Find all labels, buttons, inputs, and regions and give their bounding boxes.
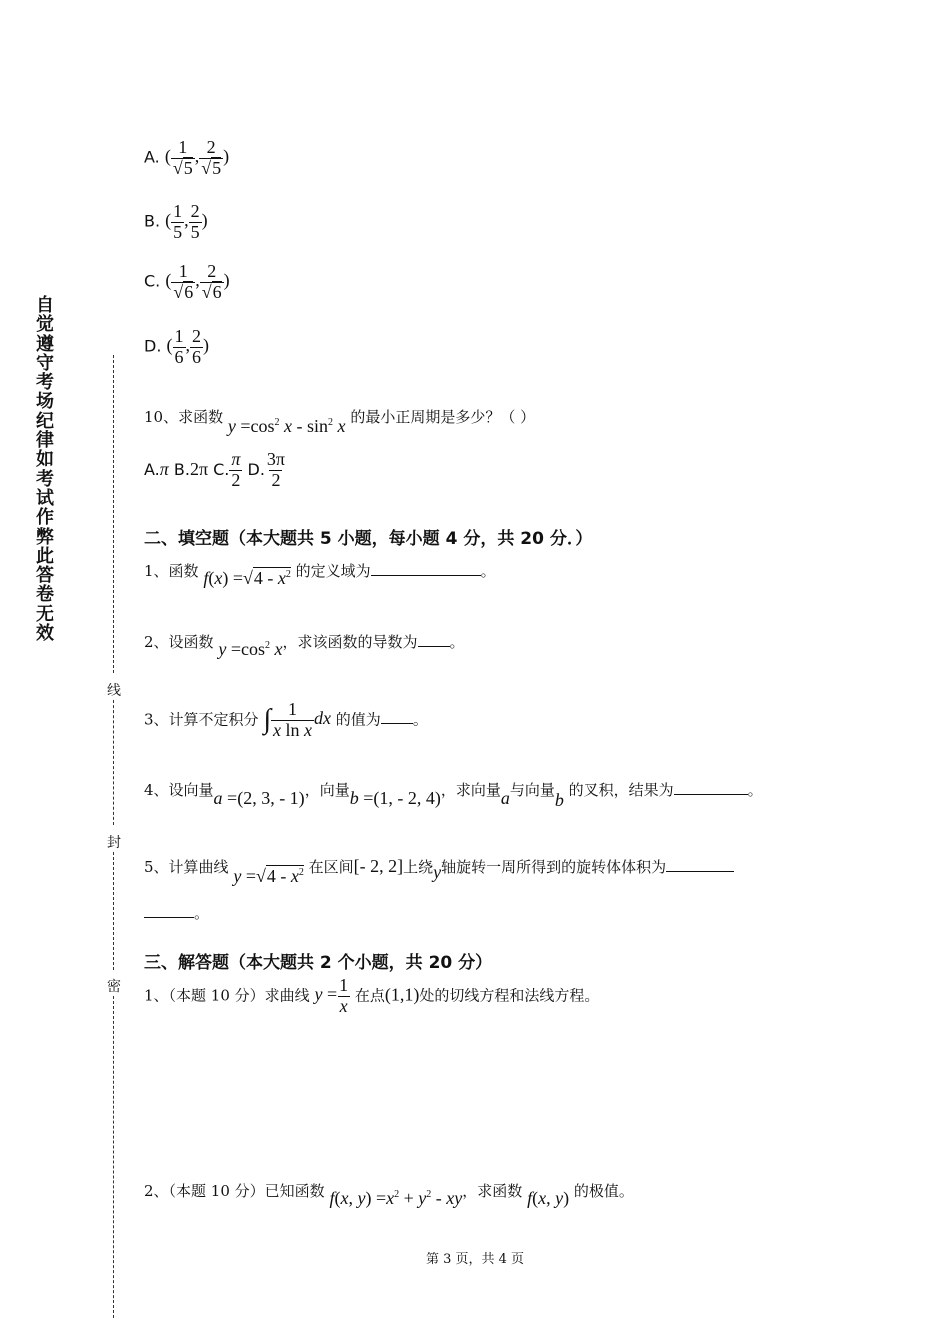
seal-dash-line [113, 996, 114, 1318]
option-b: B. ( $\frac{1}{5}$ , $\frac{2}{5}$ ) [144, 201, 208, 242]
question-10-options: A.π B.2π C. $\frac{\pi}{2}$ D. $\frac{3\pi}{2}$ [144, 449, 286, 490]
seal-char-xian: 线 [107, 683, 121, 699]
seal-char-mi: 密 [107, 979, 121, 995]
seal-dash-line [113, 355, 114, 673]
answer-blank[interactable] [144, 903, 194, 918]
exam-warning-vertical: 自觉遵守考场纪律如考试作弊此答卷无效 [36, 295, 54, 645]
answer-blank[interactable] [674, 780, 748, 795]
fill-question-5-continued: 。 [144, 902, 209, 924]
answer-blank[interactable] [381, 709, 413, 724]
answer-question-2: 2、（本题 10 分）已知函数 f(x, $y) =x^2 + y^2$ - xy，求函数 f(x, y) 的极值。 [144, 1182, 634, 1208]
seal-char-feng: 封 [107, 835, 121, 851]
option-c: C. ( $\frac{1}{√6}$ , $\frac{2}{√6}$ ) [144, 261, 230, 302]
formula-cos-sin: $y =\cos^2$ x - $\sin^2 x$ [227, 416, 346, 436]
fill-question-5: 5、计算曲线 $y =√4 - x^2$ 在区间[- 2, 2]上绕y轴旋转一周所得到的旋转体体积为 [144, 852, 734, 878]
seal-dash-line [113, 852, 114, 970]
section-2-title: 二、填空题（本大题共 5 小题，每小题 4 分，共 20 分．） [144, 529, 593, 549]
answer-blank[interactable] [371, 561, 481, 576]
answer-blank[interactable] [666, 857, 734, 872]
fill-question-1: 1、函数 $f(x) =√4 - x^2$ 的定义域为 。 [144, 562, 496, 588]
fill-question-4: 4、设向量a =(2, 3, - 1)，向量b =(1, - 2, 4)，求向量a与向量b 的叉积，结果为 。 [144, 781, 763, 810]
option-d: D. ( $\frac{1}{6}$ , $\frac{2}{6}$ ) [144, 326, 209, 367]
option-label: D. [144, 336, 162, 356]
section-3-title: 三、解答题（本大题共 2 个小题，共 20 分） [144, 953, 493, 973]
option-label: C. [144, 271, 161, 291]
question-10: 10、求函数 $y =\cos^2$ x - $\sin^2 x$ 的最小正周期是多少？（ ） [144, 408, 536, 436]
answer-blank[interactable] [418, 632, 450, 647]
fill-question-3: 3、计算不定积分 ∫ $\frac{1}{\text{x ln x}}$ dx 的值为 。 [144, 699, 428, 740]
answer-question-1: 1、（本题 10 分）求曲线 y = $\frac{1}{x}$ 在点(1,1)处的切线方程和法线方程。 [144, 975, 600, 1016]
page-footer: 第 3 页，共 4 页 [425, 1252, 525, 1267]
option-a: A. ( $\frac{1}{√5}$ , $\frac{2}{√5}$ ) [144, 137, 230, 178]
fill-question-2: 2、设函数 $y =\cos^2$ x，求该函数的导数为 。 [144, 633, 465, 659]
option-label: A. [144, 147, 160, 167]
option-label: B. [144, 211, 161, 231]
seal-dash-line [113, 700, 114, 825]
